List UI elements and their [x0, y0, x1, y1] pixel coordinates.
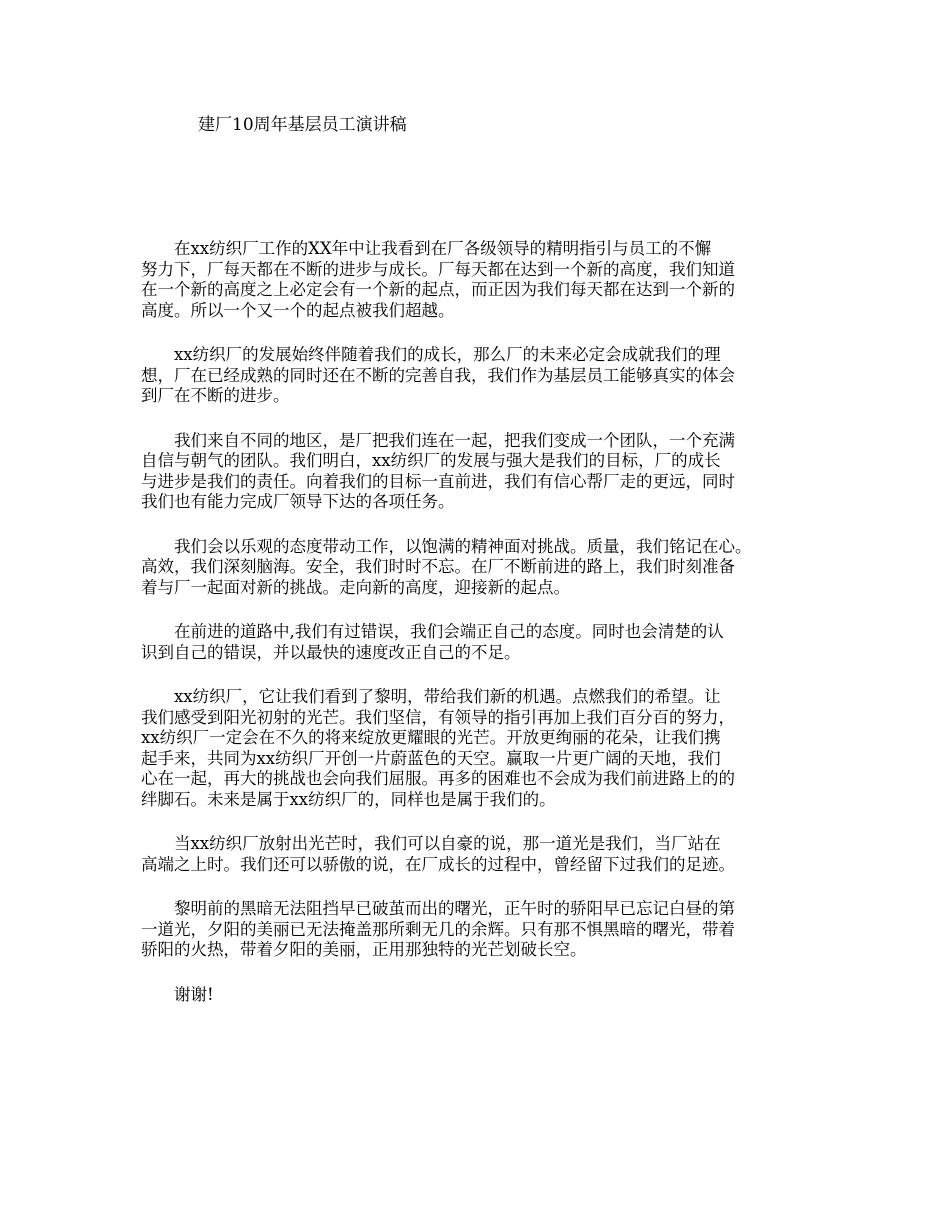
paragraph-line: 高效，我们深刻脑海。安全，我们时时不忘。在厂不断前进的路上，我们时刻准备: [141, 557, 735, 576]
paragraph-line: 识到自己的错误，并以最快的速度改正自己的不足。: [141, 642, 521, 662]
document-title: 建厂10周年基层员工演讲稿: [198, 115, 407, 135]
paragraph-line: 我们也有能力完成厂领导下达的各项任务。: [141, 492, 455, 511]
paragraph-line: xx纺织厂一定会在不久的将来绽放更耀眼的光芒。开放更绚丽的花朵，让我们携: [141, 728, 721, 747]
paragraph-line: 心在一起，再大的挑战也会向我们屈服。再多的困难也不会成为我们前进路上的的: [141, 769, 735, 788]
paragraph-line: 高端之上时。我们还可以骄傲的说，在厂成长的过程中，曾经留下过我们的足迹。: [141, 854, 735, 874]
paragraph-line: 努力下，厂每天都在不断的进步与成长。厂每天都在达到一个新的高度，我们知道: [141, 259, 735, 279]
paragraph: [141, 345, 831, 407]
paragraph-line: 我们会以乐观的态度带动工作，以饱满的精神面对挑战。质量，我们铭记在心。: [141, 536, 752, 556]
paragraph-line: 我们来自不同的地区，是厂把我们连在一起，把我们变成一个团队，一个充满: [141, 430, 735, 450]
paragraph-line: 我们感受到阳光初射的光芒。我们坚信，有领导的指引再加上我们百分百的努力，: [141, 707, 735, 727]
paragraph-line: 一道光，夕阳的美丽已无法掩盖那所剩无几的余辉。只有那不惧黑暗的曙光，带着: [141, 919, 735, 939]
paragraph-line: 与进步是我们的责任。向着我们的目标一直前进，我们有信心帮厂走的更远，同时: [141, 471, 735, 491]
paragraph: [141, 431, 831, 513]
paragraph-line: 当xx纺织厂放射出光芒时，我们可以自豪的说，那一道光是我们，当厂站在: [141, 834, 721, 853]
paragraph-line: 在前进的道路中,我们有过错误，我们会端正自己的态度。同时也会清楚的认: [141, 622, 724, 641]
paragraph-line: 在一个新的高度之上必定会有一个新的起点，而正因为我们每天都在达到一个新的: [141, 280, 735, 299]
paragraph-line: 在xx纺织厂工作的XX年中让我看到在厂各级领导的精明指引与员工的不懈: [141, 239, 712, 258]
paragraph-line: 绊脚石。未来是属于xx纺织厂的，同样也是属于我们的。: [141, 789, 556, 809]
paragraph-line: 高度。所以一个又一个的起点被我们超越。: [141, 300, 455, 320]
paragraph: [141, 834, 831, 875]
paragraph-line: 骄阳的火热，带着夕阳的美丽，正用那独特的光芒划破长空。: [141, 940, 587, 959]
paragraph: [141, 537, 831, 599]
paragraph: [141, 899, 831, 961]
paragraph: [141, 239, 831, 321]
paragraph-line: xx纺织厂的发展始终伴随着我们的成长，那么厂的未来必定会成就我们的理: [141, 345, 721, 364]
paragraph-line: xx纺织厂，它让我们看到了黎明，带给我们新的机遇。点燃我们的希望。让: [141, 687, 721, 706]
paragraph-line: 自信与朝气的团队。我们明白，xx纺织厂的发展与强大是我们的目标，厂的成长: [141, 451, 721, 470]
paragraph-line: 黎明前的黑暗无法阻挡早已破茧而出的曙光，正午时的骄阳早已忘记白昼的第: [141, 899, 735, 918]
paragraph-line: 谢谢!: [141, 984, 214, 1004]
paragraph-line: 想，厂在已经成熟的同时还在不断的完善自我，我们作为基层员工能够真实的体会: [141, 365, 735, 385]
paragraph: [141, 985, 831, 1006]
paragraph: [141, 687, 831, 810]
paragraph: [141, 622, 831, 663]
paragraph-line: 起手来，共同为xx纺织厂开创一片蔚蓝色的天空。赢取一片更广阔的天地，我们: [141, 748, 721, 768]
document-body: [141, 239, 831, 1029]
paragraph-line: 着与厂一起面对新的挑战。走向新的高度，迎接新的起点。: [141, 577, 570, 597]
paragraph-line: 到厂在不断的进步。: [141, 386, 290, 405]
